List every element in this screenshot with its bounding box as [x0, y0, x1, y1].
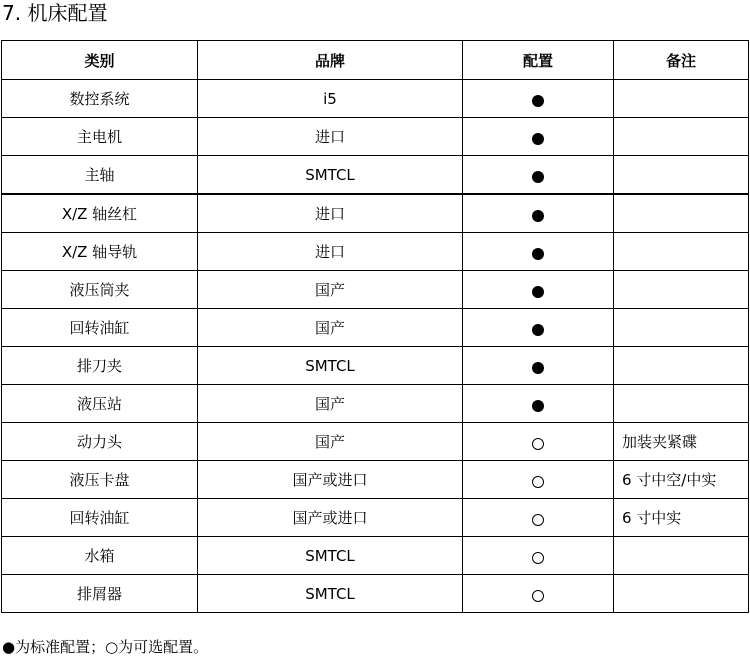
cell-note	[614, 309, 749, 347]
cell-config	[463, 537, 614, 575]
cell-config	[463, 80, 614, 118]
table-row	[2, 309, 749, 347]
cell-config	[463, 271, 614, 309]
cell-category: 液压卡盘	[2, 461, 198, 499]
cell-brand: SMTCL	[198, 156, 463, 195]
hollow-circle-icon	[532, 476, 544, 488]
hollow-circle-icon	[532, 438, 544, 450]
cell-note	[614, 80, 749, 118]
cell-brand: 国产或进口	[198, 499, 463, 537]
legend-note: ●为标准配置；○为可选配置。	[2, 638, 209, 656]
page-title: 7. 机床配置	[2, 1, 108, 25]
cell-note: 6 寸中空/中实	[614, 461, 749, 499]
header-category: 类别	[2, 41, 198, 80]
cell-category: 排刀夹	[2, 347, 198, 385]
filled-circle-icon	[532, 400, 544, 412]
cell-note	[614, 271, 749, 309]
cell-category: 主轴	[2, 156, 198, 195]
cell-config	[463, 156, 614, 195]
cell-config	[463, 499, 614, 537]
table-body	[2, 80, 749, 613]
cell-note	[614, 118, 749, 156]
cell-note	[614, 233, 749, 271]
filled-circle-icon	[532, 362, 544, 374]
cell-brand: SMTCL	[198, 575, 463, 613]
filled-circle-icon	[532, 324, 544, 336]
table-row	[2, 233, 749, 271]
header-config: 配置	[463, 41, 614, 80]
table-row	[2, 499, 749, 537]
table-row	[2, 194, 749, 233]
cell-category: X/Z 轴导轨	[2, 233, 198, 271]
filled-circle-icon	[532, 248, 544, 260]
cell-config	[463, 118, 614, 156]
cell-note	[614, 347, 749, 385]
table-header-row	[2, 41, 749, 80]
cell-brand: i5	[198, 80, 463, 118]
cell-note	[614, 537, 749, 575]
cell-category: 液压站	[2, 385, 198, 423]
cell-brand: 国产	[198, 385, 463, 423]
config-table	[1, 40, 749, 613]
cell-brand: 进口	[198, 194, 463, 233]
cell-category: 排屑器	[2, 575, 198, 613]
cell-category: 回转油缸	[2, 499, 198, 537]
cell-config	[463, 423, 614, 461]
cell-config	[463, 385, 614, 423]
filled-circle-icon	[532, 95, 544, 107]
table-row	[2, 271, 749, 309]
filled-circle-icon	[532, 133, 544, 145]
filled-circle-icon	[532, 210, 544, 222]
cell-note: 6 寸中实	[614, 499, 749, 537]
table-row	[2, 423, 749, 461]
cell-config	[463, 194, 614, 233]
cell-category: 主电机	[2, 118, 198, 156]
table-row	[2, 461, 749, 499]
table-row	[2, 156, 749, 195]
cell-note	[614, 385, 749, 423]
filled-circle-icon	[532, 286, 544, 298]
cell-category: 动力头	[2, 423, 198, 461]
cell-note	[614, 156, 749, 195]
table-row	[2, 575, 749, 613]
cell-note: 加装夹紧碟	[614, 423, 749, 461]
cell-config	[463, 233, 614, 271]
cell-brand: 进口	[198, 118, 463, 156]
hollow-circle-icon	[532, 590, 544, 602]
hollow-circle-icon	[532, 552, 544, 564]
hollow-circle-icon	[532, 514, 544, 526]
cell-brand: 国产	[198, 423, 463, 461]
cell-note	[614, 575, 749, 613]
header-note: 备注	[614, 41, 749, 80]
table-row	[2, 118, 749, 156]
cell-config	[463, 309, 614, 347]
cell-category: 液压筒夹	[2, 271, 198, 309]
cell-brand: 国产	[198, 309, 463, 347]
table-row	[2, 385, 749, 423]
cell-brand: SMTCL	[198, 537, 463, 575]
header-brand: 品牌	[198, 41, 463, 80]
filled-circle-icon	[532, 171, 544, 183]
table-row	[2, 347, 749, 385]
cell-note	[614, 194, 749, 233]
cell-config	[463, 347, 614, 385]
cell-brand: 进口	[198, 233, 463, 271]
table-row	[2, 537, 749, 575]
cell-category: 水箱	[2, 537, 198, 575]
table-row	[2, 80, 749, 118]
cell-brand: 国产	[198, 271, 463, 309]
cell-category: X/Z 轴丝杠	[2, 194, 198, 233]
cell-config	[463, 575, 614, 613]
cell-config	[463, 461, 614, 499]
cell-brand: 国产或进口	[198, 461, 463, 499]
cell-category: 数控系统	[2, 80, 198, 118]
cell-category: 回转油缸	[2, 309, 198, 347]
cell-brand: SMTCL	[198, 347, 463, 385]
